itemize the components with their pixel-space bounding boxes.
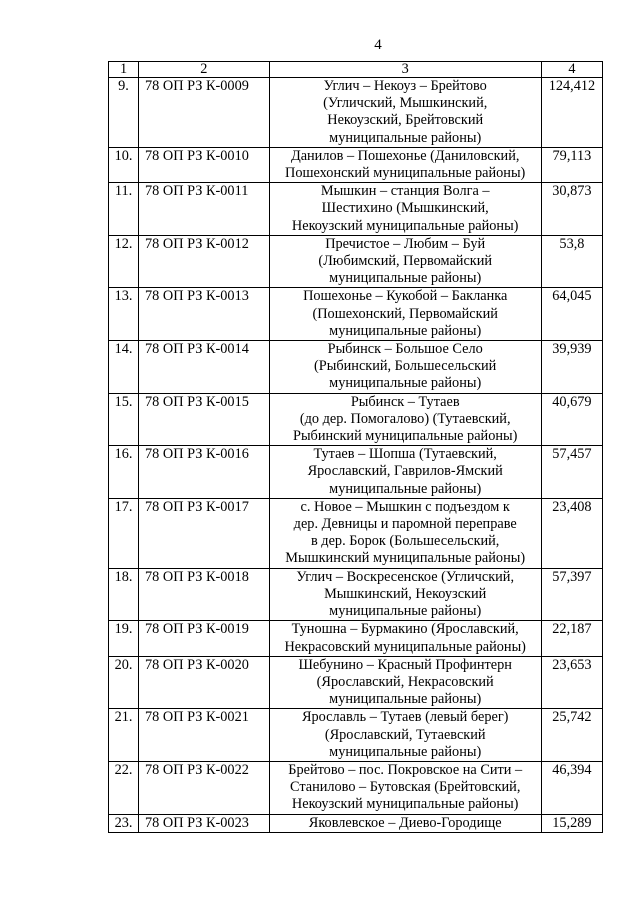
road-code-cell: 78 ОП РЗ К-0010 bbox=[139, 147, 269, 182]
table-row bbox=[109, 761, 603, 814]
road-length-cell: 23,653 bbox=[541, 656, 602, 709]
road-length-cell: 40,679 bbox=[541, 393, 602, 446]
roads-table bbox=[108, 61, 603, 833]
road-code-cell: 78 ОП РЗ К-0023 bbox=[139, 814, 269, 832]
road-name-line: Шестихино (Мышкинский, bbox=[321, 200, 489, 217]
road-name-line: Пошехонье – Кукобой – Бакланка bbox=[303, 288, 508, 305]
road-name-line: Тутаев – Шопша (Тутаевский, bbox=[313, 446, 497, 463]
road-name-line: дер. Девницы и паромной переправе bbox=[293, 516, 517, 533]
road-name-line: Мышкинский, Некоузский bbox=[324, 585, 487, 602]
road-name-cell bbox=[269, 621, 541, 656]
row-number-cell: 16. bbox=[109, 446, 139, 499]
road-length-cell: 53,8 bbox=[541, 235, 602, 288]
road-length-cell: 46,394 bbox=[541, 761, 602, 814]
road-name-line: в дер. Борок (Большесельский, bbox=[310, 533, 500, 550]
road-name-line: муниципальные районы) bbox=[329, 375, 482, 392]
road-name-cell bbox=[269, 183, 541, 236]
road-length-cell: 25,742 bbox=[541, 709, 602, 762]
road-name-cell bbox=[269, 147, 541, 182]
road-name-line: (Угличский, Мышкинский, bbox=[323, 95, 488, 112]
road-code-cell: 78 ОП РЗ К-0019 bbox=[139, 621, 269, 656]
table-row bbox=[109, 235, 603, 288]
road-name-cell bbox=[269, 568, 541, 621]
table-row bbox=[109, 498, 603, 568]
table-row bbox=[109, 147, 603, 182]
road-name-line: Данилов – Пошехонье (Даниловский, bbox=[290, 147, 520, 164]
road-name-line: муниципальные районы) bbox=[329, 480, 482, 497]
road-name-cell bbox=[269, 709, 541, 762]
table-row bbox=[109, 183, 603, 236]
table-row bbox=[109, 814, 603, 832]
row-number-cell: 19. bbox=[109, 621, 139, 656]
road-name-line: Некоузский, Брейтовский bbox=[327, 112, 484, 129]
road-code-cell: 78 ОП РЗ К-0014 bbox=[139, 341, 269, 394]
road-code-cell: 78 ОП РЗ К-0020 bbox=[139, 656, 269, 709]
row-number-cell: 13. bbox=[109, 288, 139, 341]
road-name-line: (Рыбинский, Большесельский bbox=[314, 358, 497, 375]
road-name-cell bbox=[269, 814, 541, 832]
road-code-cell: 78 ОП РЗ К-0015 bbox=[139, 393, 269, 446]
row-number-cell: 15. bbox=[109, 393, 139, 446]
road-name-line: (до дер. Помогалово) (Тутаевский, bbox=[299, 410, 511, 427]
road-length-cell: 64,045 bbox=[541, 288, 602, 341]
road-name-line: (Ярославский, Некрасовский bbox=[316, 673, 494, 690]
road-code-cell: 78 ОП РЗ К-0012 bbox=[139, 235, 269, 288]
road-code-cell: 78 ОП РЗ К-0011 bbox=[139, 183, 269, 236]
road-name-line: муниципальные районы) bbox=[329, 743, 482, 760]
road-name-line: Мышкин – станция Волга – bbox=[320, 183, 490, 200]
road-name-line: Ярославский, Гаврилов-Ямский bbox=[307, 463, 503, 480]
road-name-line: Рыбинский муниципальные районы) bbox=[293, 428, 518, 445]
road-name-line: Рыбинск – Тутаев bbox=[350, 393, 460, 410]
road-code-cell: 78 ОП РЗ К-0022 bbox=[139, 761, 269, 814]
table-row bbox=[109, 656, 603, 709]
road-name-cell bbox=[269, 78, 541, 148]
road-name-line: с. Новое – Мышкин с подъездом к bbox=[300, 498, 510, 515]
column-header: 2 bbox=[139, 62, 269, 78]
table-row bbox=[109, 621, 603, 656]
page-number: 4 bbox=[374, 37, 382, 53]
road-name-line: Станилово – Бутовская (Брейтовский, bbox=[289, 779, 521, 796]
table-row bbox=[109, 341, 603, 394]
table-row bbox=[109, 568, 603, 621]
road-name-cell bbox=[269, 288, 541, 341]
road-name-line: Яковлевское – Диево-Городище bbox=[308, 814, 502, 831]
road-length-cell: 39,939 bbox=[541, 341, 602, 394]
table-row bbox=[109, 709, 603, 762]
road-name-cell bbox=[269, 656, 541, 709]
road-name-line: Шебунино – Красный Профинтерн bbox=[298, 656, 512, 673]
column-header: 4 bbox=[541, 62, 602, 78]
road-name-line: муниципальные районы) bbox=[329, 270, 482, 287]
road-name-cell bbox=[269, 498, 541, 568]
table-row bbox=[109, 288, 603, 341]
table-header-row bbox=[109, 62, 603, 78]
road-name-line: Некрасовский муниципальные районы) bbox=[284, 638, 526, 655]
road-name-cell bbox=[269, 761, 541, 814]
road-name-line: Пречистое – Любим – Буй bbox=[325, 235, 486, 252]
road-name-line: Углич – Воскресенское (Угличский, bbox=[296, 568, 515, 585]
row-number-cell: 9. bbox=[109, 78, 139, 148]
column-header: 1 bbox=[109, 62, 139, 78]
road-length-cell: 57,457 bbox=[541, 446, 602, 499]
road-name-line: Туношна – Бурмакино (Ярославский, bbox=[291, 621, 519, 638]
road-name-line: Рыбинск – Большое Село bbox=[327, 341, 483, 358]
road-code-cell: 78 ОП РЗ К-0016 bbox=[139, 446, 269, 499]
road-name-line: муниципальные районы) bbox=[329, 129, 482, 146]
road-name-line: (Ярославский, Тутаевский bbox=[324, 726, 486, 743]
road-length-cell: 79,113 bbox=[541, 147, 602, 182]
road-length-cell: 124,412 bbox=[541, 78, 602, 148]
road-name-line: Некоузский муниципальные районы) bbox=[291, 217, 519, 234]
road-name-line: Брейтово – пос. Покровское на Сити – bbox=[288, 761, 523, 778]
road-code-cell: 78 ОП РЗ К-0009 bbox=[139, 78, 269, 148]
table-row bbox=[109, 446, 603, 499]
road-length-cell: 30,873 bbox=[541, 183, 602, 236]
row-number-cell: 23. bbox=[109, 814, 139, 832]
road-name-line: Пошехонский муниципальные районы) bbox=[285, 165, 526, 182]
column-header: 3 bbox=[269, 62, 541, 78]
road-name-line: Мышкинский муниципальные районы) bbox=[285, 550, 526, 567]
row-number-cell: 17. bbox=[109, 498, 139, 568]
road-code-cell: 78 ОП РЗ К-0018 bbox=[139, 568, 269, 621]
road-name-line: Углич – Некоуз – Брейтово bbox=[323, 78, 487, 94]
road-length-cell: 23,408 bbox=[541, 498, 602, 568]
row-number-cell: 14. bbox=[109, 341, 139, 394]
road-name-line: (Любимский, Первомайский bbox=[318, 253, 493, 270]
road-name-cell bbox=[269, 235, 541, 288]
row-number-cell: 12. bbox=[109, 235, 139, 288]
road-length-cell: 22,187 bbox=[541, 621, 602, 656]
row-number-cell: 21. bbox=[109, 709, 139, 762]
road-name-cell bbox=[269, 393, 541, 446]
road-name-line: Ярославль – Тутаев (левый берег) bbox=[301, 709, 509, 726]
row-number-cell: 20. bbox=[109, 656, 139, 709]
row-number-cell: 11. bbox=[109, 183, 139, 236]
row-number-cell: 22. bbox=[109, 761, 139, 814]
row-number-cell: 10. bbox=[109, 147, 139, 182]
road-name-line: муниципальные районы) bbox=[329, 603, 482, 620]
table-row bbox=[109, 78, 603, 148]
road-name-line: муниципальные районы) bbox=[329, 691, 482, 708]
road-name-line: (Пошехонский, Первомайский bbox=[312, 305, 498, 322]
road-name-line: муниципальные районы) bbox=[329, 322, 482, 339]
road-code-cell: 78 ОП РЗ К-0013 bbox=[139, 288, 269, 341]
road-code-cell: 78 ОП РЗ К-0021 bbox=[139, 709, 269, 762]
table-row bbox=[109, 393, 603, 446]
road-name-cell bbox=[269, 446, 541, 499]
road-name-line: Некоузский муниципальные районы) bbox=[291, 796, 519, 813]
road-length-cell: 57,397 bbox=[541, 568, 602, 621]
road-code-cell: 78 ОП РЗ К-0017 bbox=[139, 498, 269, 568]
road-name-cell bbox=[269, 341, 541, 394]
row-number-cell: 18. bbox=[109, 568, 139, 621]
road-length-cell: 15,289 bbox=[541, 814, 602, 832]
